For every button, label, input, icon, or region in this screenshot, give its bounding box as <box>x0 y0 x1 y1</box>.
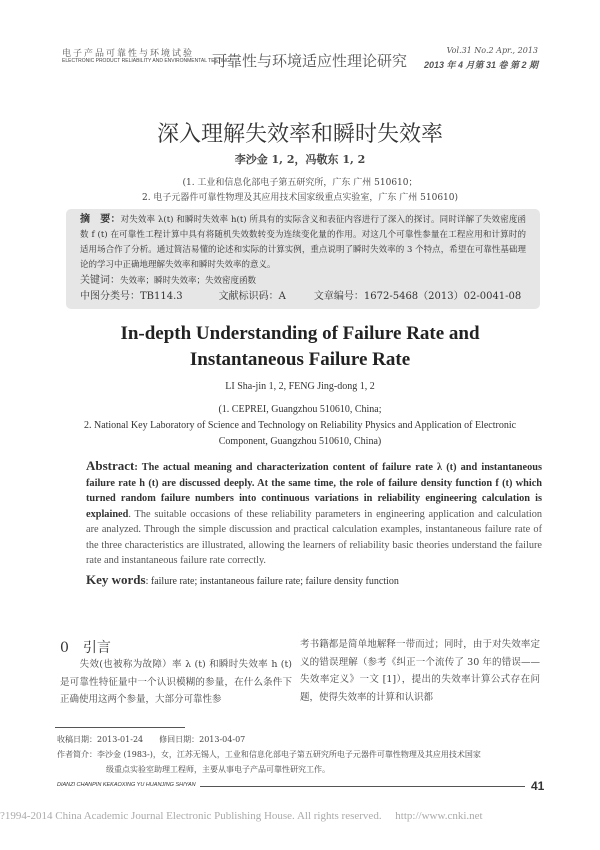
title-en-line-1: In-depth Understanding of Failure Rate and <box>120 323 480 344</box>
received-dates: 收稿日期：2013-01-24 修回日期：2013-04-07 <box>57 735 246 744</box>
abstract-en <box>86 458 542 569</box>
affiliation-en-1: (1. CEPREI, Guangzhou 510610, China; <box>218 404 382 415</box>
footer-rule <box>200 786 525 787</box>
abstract-cn-label: 摘 要： <box>80 214 121 225</box>
body-left-column: 失效(也被称为故障）率 λ (t) 和瞬时失效率 h (t) 是可靠性特征量中一个认识模糊的参量，在什么条件下正确使用这两个参量，大部分可靠性参 <box>60 659 292 705</box>
title-cn: 深入理解失效率和瞬时失效率 <box>156 122 443 147</box>
article-number: 文章编号：1672-5468（2013）02-0041-08 <box>313 291 522 302</box>
abstract-en-text: . The suitable occasions of these reliability parameters in engineering application and calculation are analyzed. Through the simple discussion and practical calculation examples, instantaneous failure rate of the three characteristics are illustrated, allowing the learners of reliability basic theories understand the failure rate and instantaneous failure rate correctly. <box>86 508 542 566</box>
running-footer: DIANZI CHANPIN KEKAOXING YU HUANJING SHIYAN <box>57 782 196 788</box>
keywords-en <box>86 572 542 590</box>
keywords-cn-label: 关键词： <box>80 275 120 286</box>
doc-code: 文献标识码：A <box>218 291 286 302</box>
keywords-en-label: Key words <box>86 571 146 587</box>
abstract-en-bold: : The actual meaning and characterization content of failure rate λ (t) and instantaneous failure rate h (t) are discussed deeply. At the same time, the role of failure density function f (t) which turned random failure numbers into continuous variations in reliability engineering calculation is explained <box>86 462 542 520</box>
journal-name-cn: 电子产品可靠性与环境试验 <box>62 49 195 59</box>
journal-name-en: ELECTRONIC PRODUCT RELIABILITY AND ENVIRONMENTAL TESTING <box>62 58 230 64</box>
affiliation-cn-1: (1. 工业和信息化部电子第五研究所，广东 广州 510610； <box>182 178 418 188</box>
affiliation-en-3: Component, Guangzhou 510610, China) <box>218 436 382 447</box>
keywords-en-text: : failure rate; instantaneous failure rate; failure density function <box>145 575 399 587</box>
title-en-line-2: Instantaneous Failure Rate <box>189 349 411 370</box>
affiliation-cn-2: 2. 电子元器件可靠性物理及其应用技术国家级重点实验室，广东 广州 510610) <box>141 193 459 203</box>
author-bio-1: 作者简介：李沙金 (1983-)，女，江苏无锡人，工业和信息化部电子第五研究所电子元器件可靠性物理及其应用技术国家 <box>57 750 481 759</box>
volume-en: Vol.31 No.2 Apr., 2013 <box>446 46 538 55</box>
abstract-cn-box <box>66 209 540 309</box>
title-en <box>0 321 600 373</box>
abstract-en-block <box>86 458 542 590</box>
copyright-notice: ?1994-2014 China Academic Journal Electronic Publishing House. All rights reserved. http://www.cnki.net <box>0 810 483 822</box>
abstract-cn-text: 对失效率 λ(t) 和瞬时失效率 h(t) 所具有的实际含义和表征内容进行了深入的探讨。同时详解了失效密度函数 f (t) 在可靠性工程计算中具有将随机失效数转变为连续变化量的作用。对这几个可靠性参量在工程应用和计算时的适用场合作了分析。通过简洁易懂的论述和实际的计算实例，重点说明了瞬时失效率的 3 个特点，希望在可靠性基础理论的学习中正确地理解失效率和瞬时失效率的意义。 <box>80 215 526 270</box>
section-heading: 0 引言 <box>60 640 111 656</box>
clc-number: 中图分类号：TB114.3 <box>80 291 183 302</box>
footnote-rule <box>55 727 185 728</box>
abstract-cn <box>80 212 526 273</box>
authors-en: LI Sha-jin 1, 2, FENG Jing-dong 1, 2 <box>225 381 375 392</box>
affiliation-en-2: 2. National Key Laboratory of Science and Technology on Reliability Physics and Application of Electronic <box>83 420 517 431</box>
keywords-cn: 失效率；瞬时失效率；失效密度函数 <box>120 276 257 286</box>
authors-cn: 李沙金 1, 2，冯敬东 1, 2 <box>234 153 366 166</box>
page-number: 41 <box>531 779 545 793</box>
volume-cn: 2013 年 4 月第 31 卷 第 2 期 <box>423 60 538 70</box>
body-right-column: 考书籍都是简单地解释一带而过；同时，由于对失效率定义的错误理解（参考《纠正一个流传了 30 年的错误——失效率定义》一文 [1]），提出的失效率计算公式存在问题，使得失效率的计算和认识都 <box>300 639 540 703</box>
abstract-en-label: Abstract <box>86 458 135 473</box>
author-bio-2: 级重点实验室助理工程师，主要从事电子产品可靠性研究工作。 <box>106 765 330 774</box>
section-header: 可靠性与环境适应性理论研究 <box>212 52 408 70</box>
